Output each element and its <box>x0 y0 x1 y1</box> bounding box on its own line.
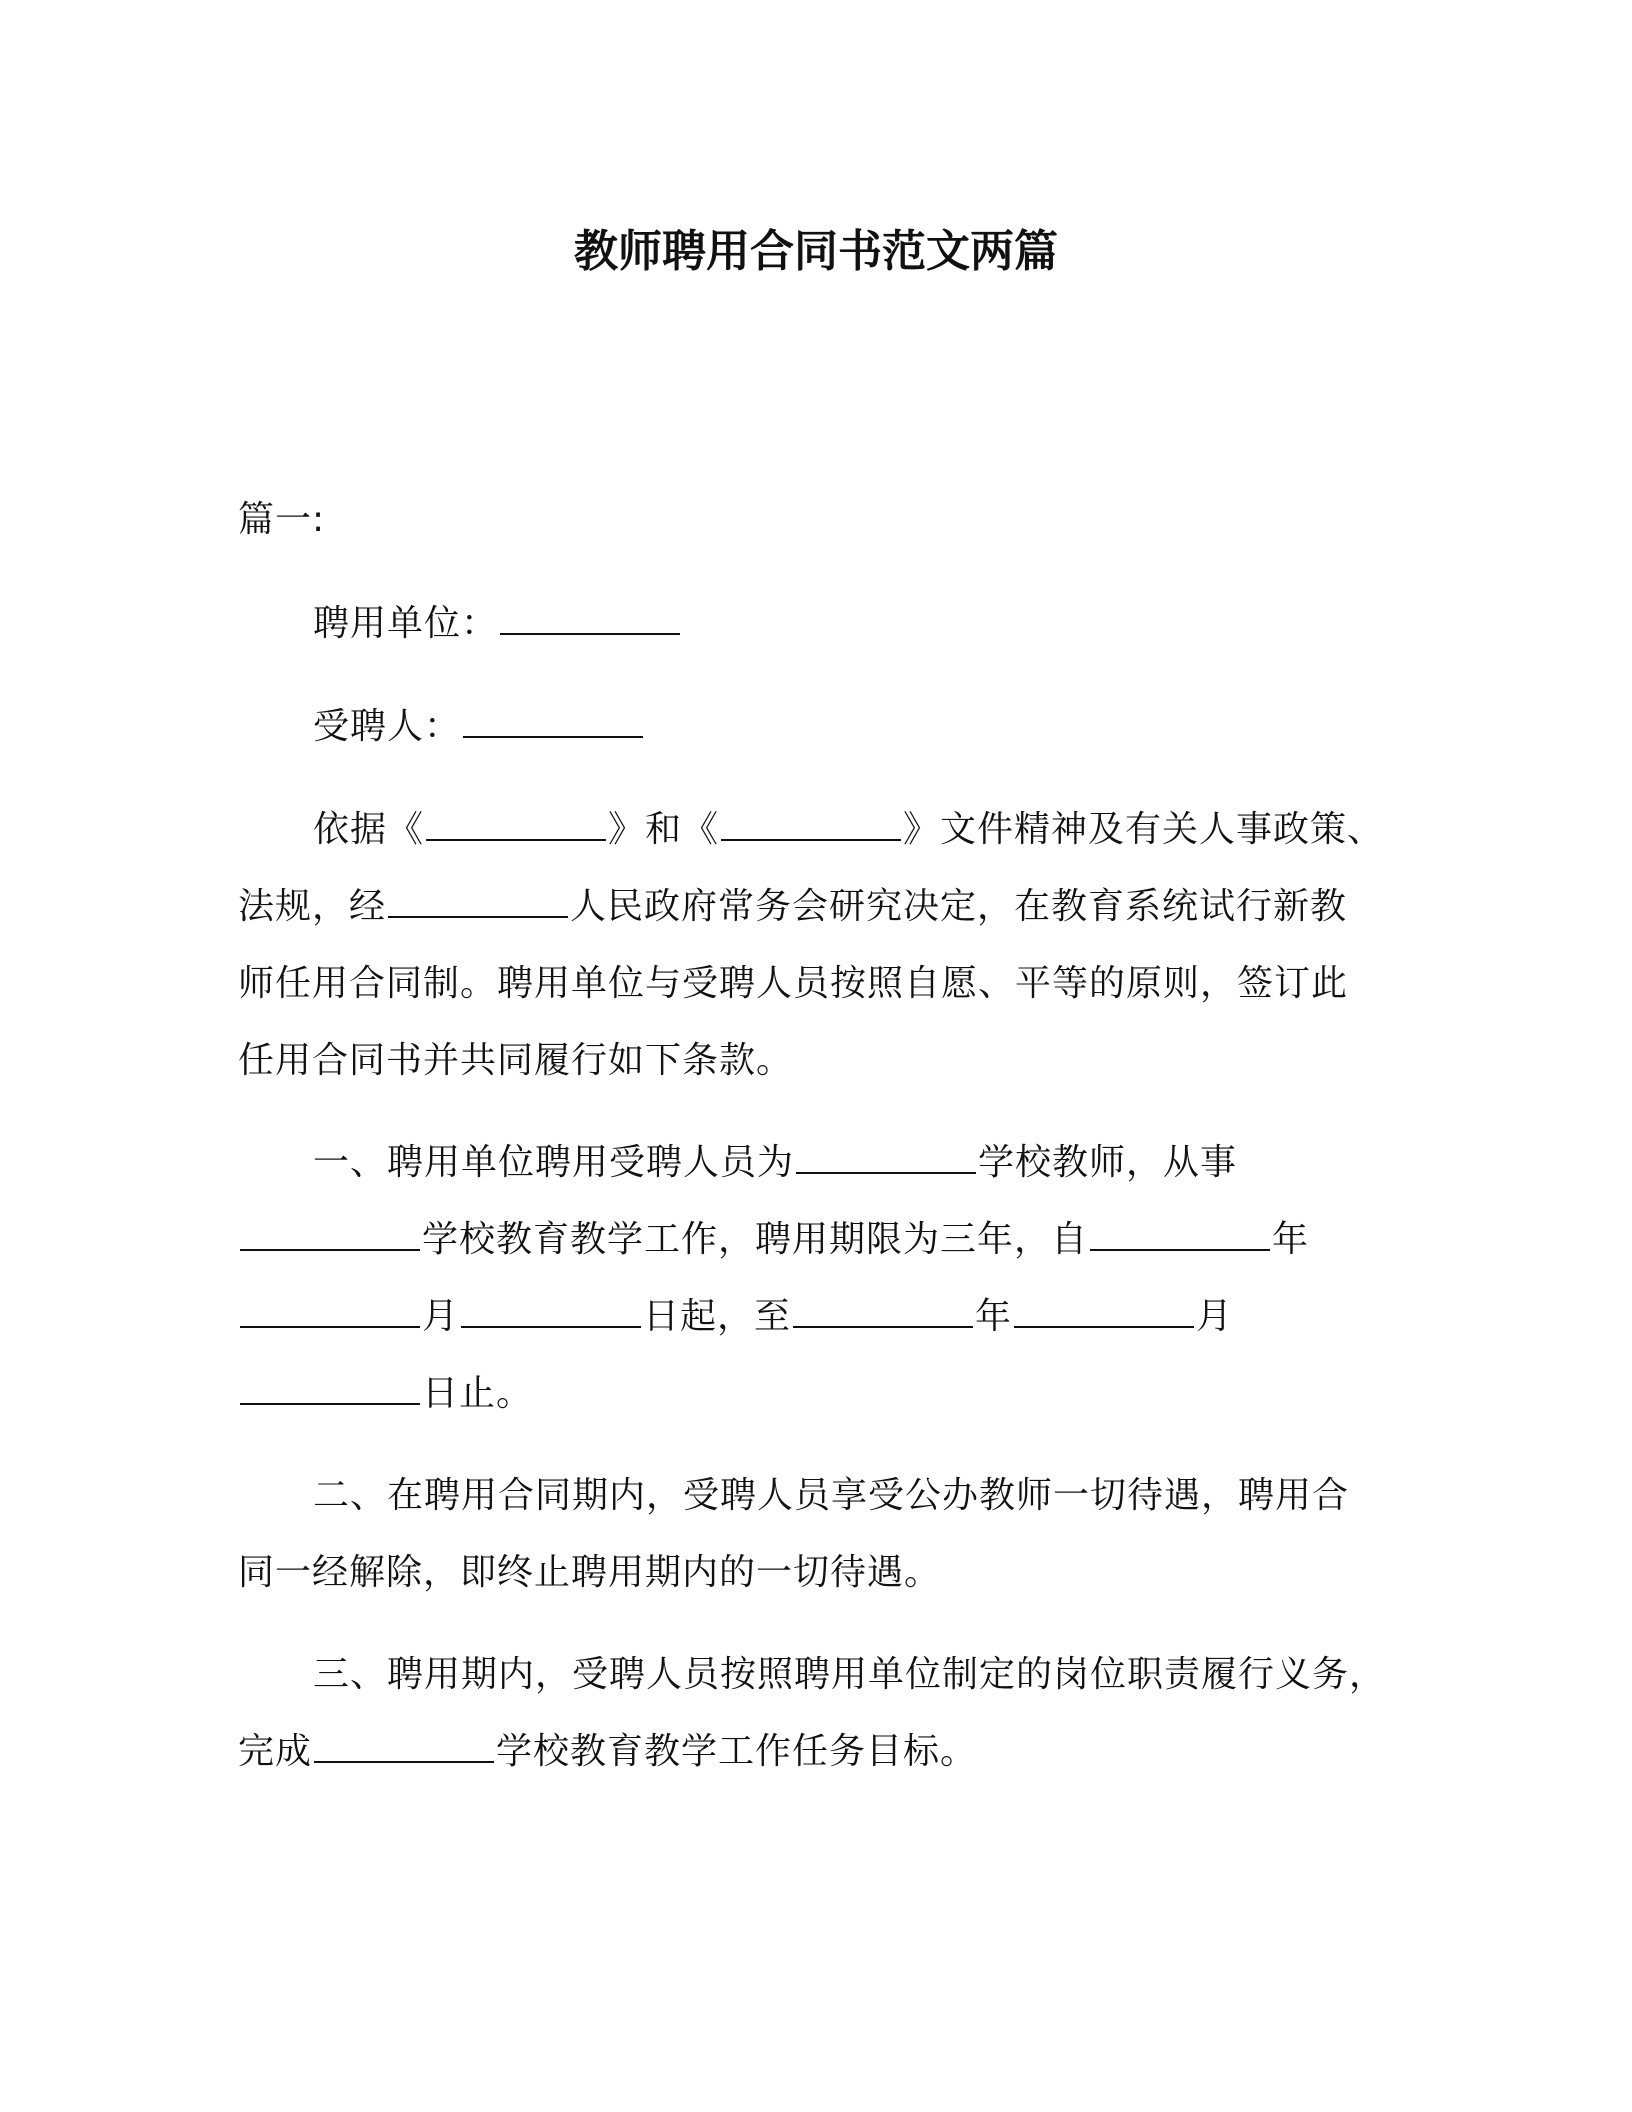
preamble-line-3: 师任用合同制。聘用单位与受聘人员按照自愿、平等的原则，签订此 <box>238 963 1349 1004</box>
text-segment: 一、聘用单位聘用受聘人员为 <box>313 1142 795 1183</box>
employee-label: 受聘人： <box>313 706 462 747</box>
blank-line <box>793 1296 973 1328</box>
blank-line <box>463 706 643 738</box>
text-segment: 人民政府常务会研究决定，在教育系统试行新教 <box>570 886 1348 927</box>
blank-line <box>314 1731 494 1763</box>
clause-3-line-1: 三、聘用期内，受聘人员按照聘用单位制定的岗位职责履行义务， <box>313 1654 1387 1695</box>
blank-line <box>1014 1296 1194 1328</box>
text-segment: 完成 <box>238 1731 313 1772</box>
text-segment: 年 <box>975 1296 1013 1337</box>
text-segment: 学校教育教学工作，聘用期限为三年，自 <box>422 1219 1089 1260</box>
text-segment: 依据《 <box>313 809 425 850</box>
text-segment: 月 <box>1196 1296 1234 1337</box>
blank-line <box>426 809 606 841</box>
section-heading: 篇一: <box>238 499 326 540</box>
blank-line <box>721 809 901 841</box>
blank-line <box>1090 1219 1270 1251</box>
clause-1-line-3 <box>238 1291 1233 1343</box>
blank-line <box>240 1296 420 1328</box>
text-segment: 》和《 <box>608 809 720 850</box>
blank-line <box>388 886 568 918</box>
blank-line <box>461 1296 641 1328</box>
preamble-line-1 <box>313 804 1384 856</box>
preamble-line-2 <box>238 881 1347 933</box>
text-segment: 学校教育教学工作任务目标。 <box>496 1731 978 1772</box>
preamble-line-4: 任用合同书并共同履行如下条款。 <box>238 1040 794 1081</box>
clause-1-line-2 <box>238 1214 1309 1266</box>
page-title: 教师聘用合同书范文两篇 <box>574 226 1058 277</box>
employer-field <box>313 598 682 650</box>
clause-1-line-4 <box>238 1368 533 1420</box>
clause-1-line-1 <box>313 1137 1237 1189</box>
text-segment: 日止。 <box>422 1373 534 1414</box>
text-segment: 》文件精神及有关人事政策、 <box>903 809 1385 850</box>
employer-label: 聘用单位： <box>313 603 499 644</box>
text-segment: 日起，至 <box>643 1296 792 1337</box>
blank-line <box>796 1142 976 1174</box>
text-segment: 法规，经 <box>238 886 387 927</box>
text-segment: 年 <box>1272 1219 1310 1260</box>
clause-2-line-2: 同一经解除，即终止聘用期内的一切待遇。 <box>238 1552 942 1593</box>
text-segment: 月 <box>422 1296 460 1337</box>
clause-2-line-1: 二、在聘用合同期内，受聘人员享受公办教师一切待遇，聘用合 <box>313 1475 1350 1516</box>
text-segment: 学校教师，从事 <box>978 1142 1238 1183</box>
blank-line <box>240 1373 420 1405</box>
employee-field <box>313 701 645 753</box>
blank-line <box>500 603 680 635</box>
clause-3-line-2 <box>238 1726 977 1778</box>
blank-line <box>240 1219 420 1251</box>
